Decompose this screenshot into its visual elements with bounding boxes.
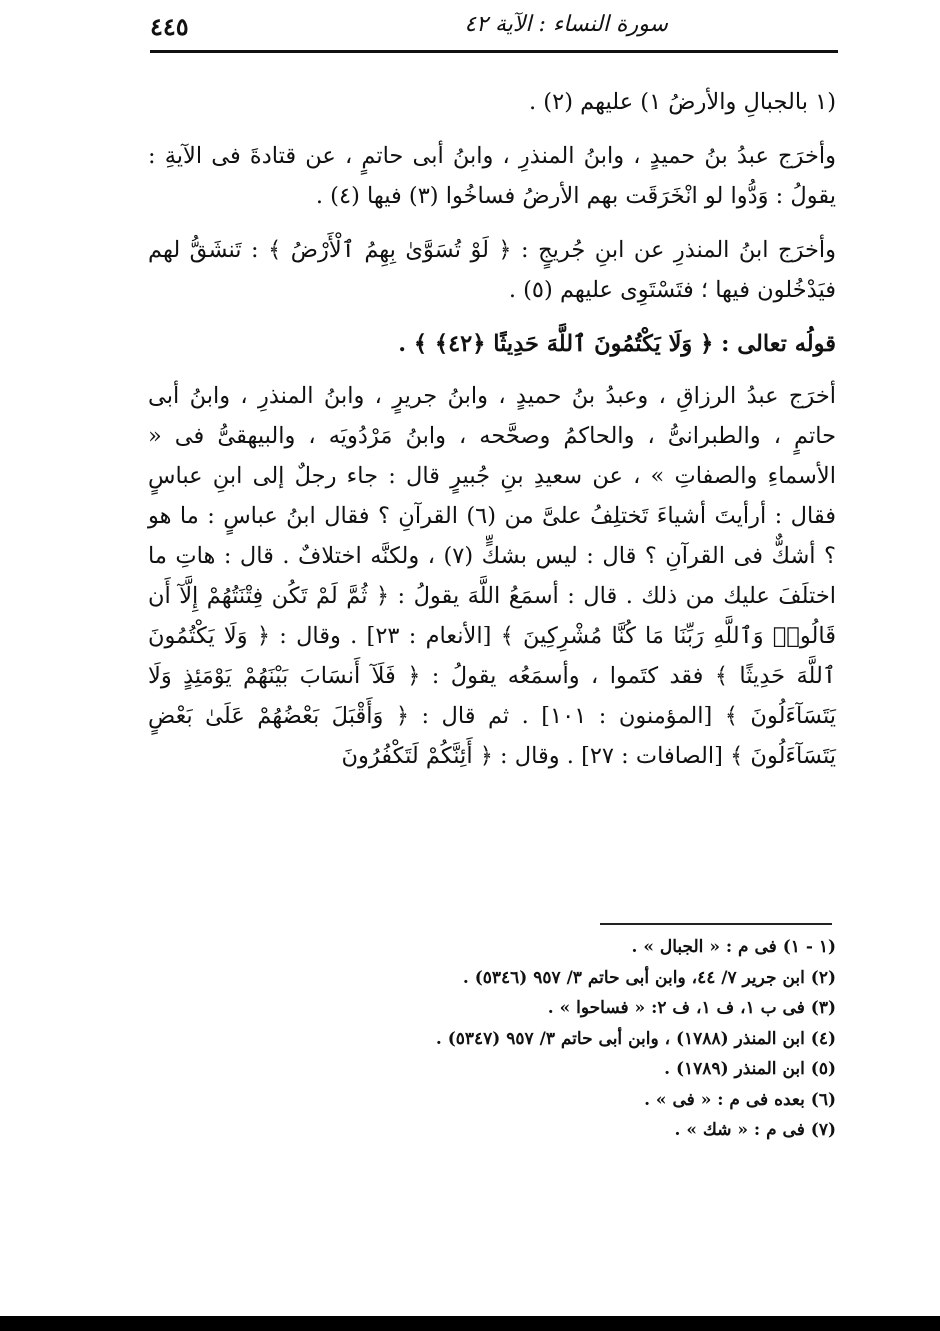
paragraph-1: (١ بالجبالِ والأرضُ ١) عليهم (٢) . xyxy=(529,89,836,115)
paragraph-2: وأخرَج عبدُ بنُ حميدٍ ، وابنُ المنذرِ ، وابنُ أبى حاتمٍ ، عن قتادةَ فى الآيةِ : يقولُ : وَدُّوا لو انْخَرَقَت بهم الأرضُ فساخُوا (٣) فيها (٤) . xyxy=(148,143,836,209)
footnote-2: (٢) ابن جرير ٧/ ٤٤، وابن أبى حاتم ٣/ ٩٥٧ (٥٣٤٦) . xyxy=(462,967,836,988)
footnote-rule xyxy=(600,923,832,925)
running-title: سورة النساء : الآية ٤٢ xyxy=(464,12,668,37)
footnote-3: (٣) فى ب ١، ف ١، ف ٢: « فساحوا » . xyxy=(547,998,836,1018)
main-text xyxy=(148,82,836,790)
footnote-7: (٧) فى م : « شك » . xyxy=(674,1120,836,1140)
footnote-1: (١ - ١) فى م : « الجبال » . xyxy=(631,937,836,957)
page-header xyxy=(150,8,838,48)
footnote-6: (٦) بعده فى م : « فى » . xyxy=(644,1089,836,1110)
page-number: ٤٤٥ xyxy=(150,12,189,41)
paragraph-4: أخرَج عبدُ الرزاقِ ، وعبدُ بنُ حميدٍ ، وابنُ جريرٍ ، وابنُ المنذرِ ، وابنُ أبى حاتمٍ ، والطبرانىُّ ، والحاكمُ وصحَّحه ، وابنُ مَرْدُويَه ، والبيهقىُّ فى « الأسماءِ والصفاتِ » ، عن سعيدِ بنِ جُبيرٍ قال : جاء رجلٌ إلى ابنِ عباسٍ فقال : أرأيتَ أشياءَ تَختلِفُ علىَّ من (٦) القرآنِ ؟ فقال ابنُ عباسٍ : ما هو ؟ أشكٌّ فى القرآنِ ؟ قال : ليس بشكٍّ (٧) ، ولكنَّه اختلافٌ . قال : هاتِ ما اختلَفَ عليك من ذلك . قال : أسمَعُ اللَّهَ يقولُ : ﴿ ثُمَّ لَمْ تَكُن فِتْنَتُهُمْ إِلَّآ أَن قَالُوا۟ وَٱللَّهِ رَبِّنَا مَا كُنَّا مُشْرِكِينَ ﴾ [الأنعام : ٢٣] . وقال : ﴿ وَلَا يَكْتُمُونَ ٱللَّهَ حَدِيثًا ﴾ فقد كتَموا ، وأسمَعُه يقولُ : ﴿ فَلَآ أَنسَابَ بَيْنَهُمْ يَوْمَئِذٍ وَلَا يَتَسَآءَلُونَ ﴾ [المؤمنون : ١٠١] . ثم قال : ﴿ وَأَقْبَلَ بَعْضُهُمْ عَلَىٰ بَعْضٍ يَتَسَآءَلُونَ ﴾ [الصافات : ٢٧] . وقال : ﴿ أَئِنَّكُمْ لَتَكْفُرُونَ xyxy=(148,383,836,769)
paragraph-3: وأخرَج ابنُ المنذرِ عن ابنِ جُريجٍ : ﴿ لَوْ تُسَوَّىٰ بِهِمُ ٱلْأَرْضُ ﴾ : تَنشَقُّ لهم فيَدْخُلون فيها ؛ فتَسْتَوِى عليهم (٥) . xyxy=(148,237,836,303)
verse-heading: قولُه تعالى : ﴿ وَلَا يَكْتُمُونَ ٱللَّهَ حَدِيثًا ﴿٤٢﴾ ﴾ . xyxy=(398,331,836,357)
footnote-5: (٥) ابن المنذر (١٧٨٩) . xyxy=(664,1059,836,1079)
header-rule xyxy=(150,50,838,53)
footnotes xyxy=(148,932,836,1146)
footnote-4: (٤) ابن المنذر (١٧٨٨) ، وابن أبى حاتم ٣/ ٩٥٧ (٥٣٤٧) . xyxy=(435,1028,836,1049)
scan-bottom-edge xyxy=(0,1316,940,1331)
